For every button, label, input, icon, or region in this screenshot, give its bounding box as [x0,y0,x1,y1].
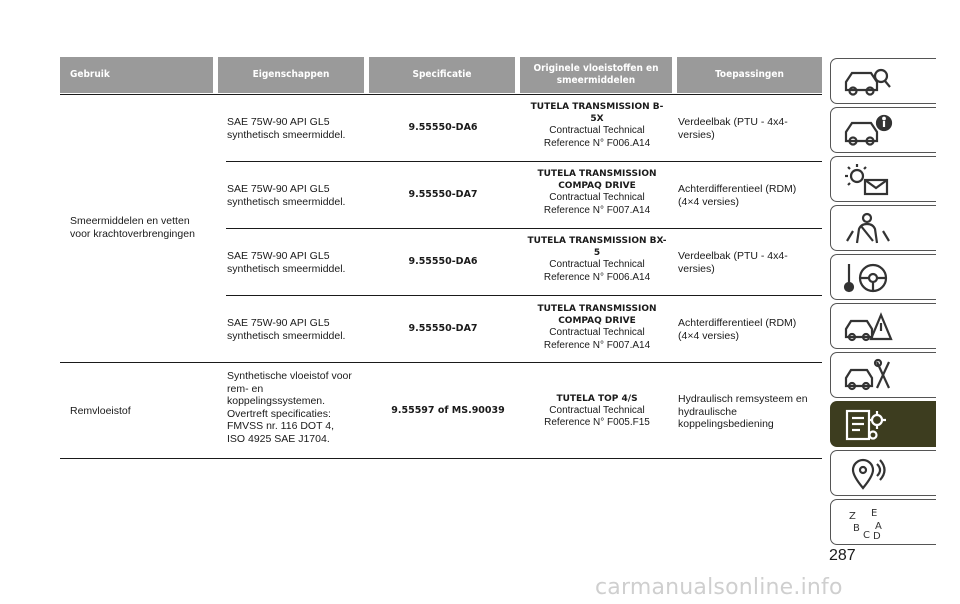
tab-maintenance[interactable] [830,352,936,398]
properties-cell: SAE 75W-90 API GL5 synthetisch smeermiddel. [227,116,346,141]
original-fluid-reference: Contractual Technical Reference N° F005.F15 [544,405,650,429]
table-bottom-rule [60,458,822,459]
tab-starting-driving[interactable] [830,254,936,300]
original-fluid-reference: Contractual Technical Reference N° F007.A14 [543,327,651,351]
original-fluid-cell [527,168,667,217]
header-usage: Gebruik [60,57,213,93]
tab-multimedia[interactable] [830,450,936,496]
original-fluid-name: TUTELA TRANSMISSION COMPAQ DRIVE [537,304,657,327]
header-original-fluids: Originele vloeistoffen en smeermiddelen [520,57,672,93]
specification-cell: 9.55550-DA6 [408,256,478,267]
original-fluid-reference: Contractual Technical Reference N° F006.A14 [543,125,651,149]
warning-light-message-icon [843,162,893,198]
row-divider [226,161,822,162]
specification-cell: 9.55550-DA7 [408,323,478,334]
alphabet-index-icon [843,505,893,541]
car-wrench-icon [843,358,893,394]
properties-cell: SAE 75W-90 API GL5 synthetisch smeermiddel. [227,317,346,342]
original-fluid-cell [527,393,667,430]
tab-warning-lights[interactable] [830,156,936,202]
svg-text:E: E [871,508,878,519]
original-fluid-reference: Contractual Technical Reference N° F007.A14 [543,192,651,216]
header-properties: Eigenschappen [218,57,364,93]
specification-cell: 9.55597 of MS.90039 [391,405,505,416]
usage-cell: Remvloeistof [70,405,131,417]
original-fluid-name: TUTELA TRANSMISSION BX-5 [527,236,667,259]
page-number: 287 [829,547,856,564]
original-fluid-name: TUTELA TOP 4/S [556,394,638,404]
tab-index[interactable] [830,499,936,545]
tab-car-search[interactable] [830,58,936,104]
group-divider [60,362,822,363]
original-fluid-name: TUTELA TRANSMISSION COMPAQ DRIVE [537,169,657,192]
svg-text:A: A [875,521,882,532]
seatbelt-person-icon [843,211,893,247]
usage-cell: Smeermiddelen en vetten voor krachtoverbrengingen [70,215,195,240]
svg-text:B: B [853,523,860,534]
original-fluid-cell [527,303,667,352]
original-fluid-reference: Contractual Technical Reference N° F006.A14 [543,259,651,283]
car-info-icon [843,113,893,149]
key-steering-wheel-icon [843,260,893,296]
svg-text:D: D [873,531,881,541]
header-rule [60,94,822,95]
navigation-music-icon [843,456,893,492]
row-divider [226,228,822,229]
application-cell: Verdeelbak (PTU - 4x4-versies) [678,250,788,275]
svg-text:Z: Z [849,511,856,522]
tab-safety[interactable] [830,205,936,251]
car-search-icon [843,64,893,100]
tab-emergency[interactable] [830,303,936,349]
header-applications: Toepassingen [677,57,822,93]
application-cell: Achterdifferentieel (RDM) (4×4 versies) [678,183,797,208]
header-specification: Specificatie [369,57,515,93]
original-fluid-name: TUTELA TRANSMISSION B-5X [530,102,664,125]
application-cell: Verdeelbak (PTU - 4x4-versies) [678,116,788,141]
watermark: carmanualsonline.info [595,575,843,600]
car-warning-triangle-icon [843,309,893,345]
specification-cell: 9.55550-DA6 [408,122,478,133]
application-cell: Achterdifferentieel (RDM) (4×4 versies) [678,317,797,342]
specification-cell: 9.55550-DA7 [408,189,478,200]
application-cell: Hydraulisch remsysteem en hydraulische koppelingsbediening [678,393,808,430]
original-fluid-cell [527,235,667,284]
properties-cell: SAE 75W-90 API GL5 synthetisch smeermiddel. [227,183,346,208]
properties-cell: SAE 75W-90 API GL5 synthetisch smeermiddel. [227,250,346,275]
tab-technical-data[interactable] [830,401,936,447]
original-fluid-cell [527,101,667,150]
svg-text:C: C [863,530,870,541]
tab-car-info[interactable] [830,107,936,153]
row-divider [226,295,822,296]
properties-cell: Synthetische vloeistof voor rem- en koppelingssystemen. Overtreft specificaties: FMVSS nr. 116 DOT 4, ISO 4925 SAE J1704. [227,370,352,445]
data-gear-icon [843,407,893,443]
